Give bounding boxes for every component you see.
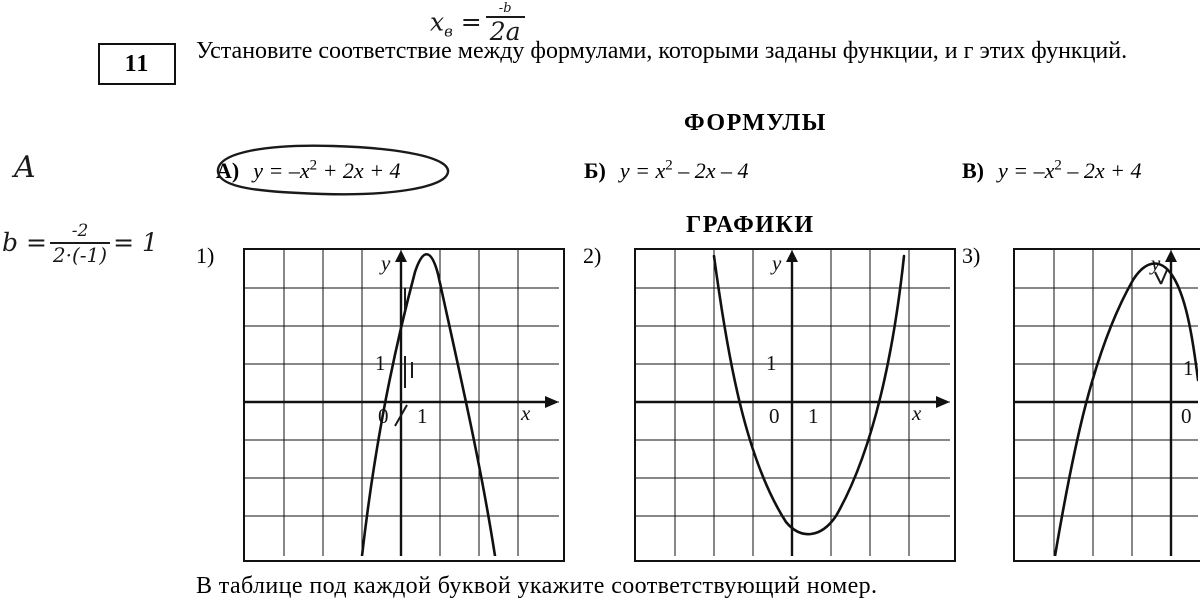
- formulas-heading: ФОРМУЛЫ: [684, 110, 827, 136]
- task-number-box: [98, 43, 176, 85]
- graph-label-1: 1): [196, 243, 215, 268]
- graph-2: [634, 248, 956, 562]
- graph-1: [243, 248, 565, 562]
- graph-1-handwritten-marks: [395, 288, 412, 426]
- graph-3: [1013, 248, 1200, 562]
- graph-1-origin-label: 0: [378, 404, 389, 428]
- formula-b: [584, 158, 749, 184]
- graphs-heading: ГРАФИКИ: [686, 212, 815, 238]
- axes-3: [1015, 250, 1198, 556]
- hw-top-equals: =: [460, 7, 482, 37]
- graph-3-canvas: [1015, 250, 1198, 556]
- graph-1-canvas: [245, 250, 559, 556]
- formula-a-label: А): [216, 158, 240, 184]
- graph-1-x-tick-label: 1: [417, 404, 428, 428]
- formula-v-expression: $y = -x^2 - 2x + 4$: [998, 158, 1142, 184]
- hw-calc-denominator: 2·(-1): [52, 242, 108, 267]
- hw-calc-fraction: [50, 222, 110, 267]
- task-statement: Установите соответствие между формулами, которыми заданы функции, и г этих функций.: [196, 38, 1128, 64]
- graph-1-y-axis-letter: y: [381, 251, 391, 275]
- hw-calc-result: = 1: [113, 227, 158, 257]
- hw-top-subscript: в: [444, 22, 453, 41]
- graph-1-y-tick-label: 1: [375, 351, 386, 375]
- hw-top-numerator: -b: [486, 2, 525, 18]
- hw-top-prefix: x: [430, 7, 445, 37]
- graph-3-y-axis-letter: y: [1151, 251, 1161, 275]
- graph-2-curve: [714, 256, 904, 534]
- formula-a: [216, 158, 401, 184]
- graph-3-curve: [1055, 264, 1198, 557]
- formula-a-expression: $y = -x^2 + 2x + 4$: [253, 158, 401, 184]
- axes-2: [636, 250, 950, 556]
- handwritten-letter-a: A: [14, 150, 36, 185]
- graph-2-origin-label: 0: [769, 404, 780, 428]
- graph-2-x-axis-letter: x: [912, 401, 922, 425]
- hw-top-denominator: 2a: [489, 17, 521, 47]
- formula-b-label: Б): [584, 158, 606, 184]
- graph-3-origin-label: 0: [1181, 404, 1192, 428]
- formula-v: [962, 158, 1141, 184]
- axes-1: [245, 250, 559, 556]
- graph-2-y-tick-label: 1: [766, 351, 777, 375]
- graph-2-x-tick-label: 1: [808, 404, 819, 428]
- graph-2-canvas: [636, 250, 950, 556]
- hw-calc-numerator: -2: [50, 222, 110, 244]
- formula-v-label: В): [962, 158, 984, 184]
- graph-label-2: 2): [583, 243, 602, 268]
- handwritten-calculation: [2, 222, 158, 267]
- graph-label-3: 3): [962, 243, 981, 268]
- task-number: 11: [124, 50, 150, 77]
- graph-1-x-axis-letter: x: [521, 401, 531, 425]
- footer-note: В таблице под каждой буквой укажите соответствующий номер.: [196, 573, 878, 599]
- graph-3-y-tick-label: 1: [1183, 356, 1194, 380]
- hw-calc-lead: b =: [2, 227, 47, 257]
- formula-b-expression: $y = x^2 - 2x - 4$: [619, 158, 749, 184]
- graph-2-y-axis-letter: y: [772, 251, 782, 275]
